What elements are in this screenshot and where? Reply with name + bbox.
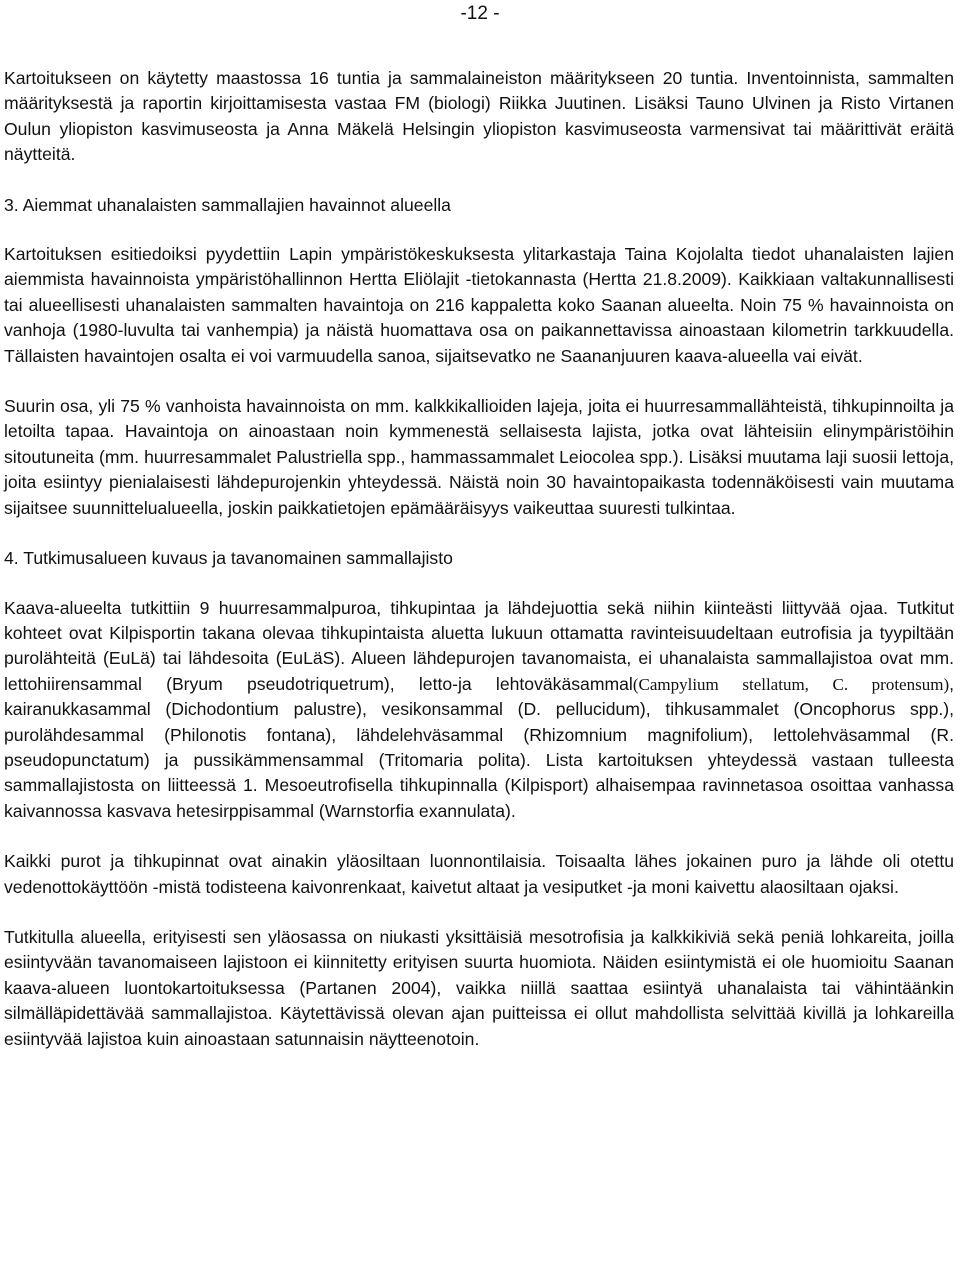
section-4-paragraph-1-part-a: Kaava-alueelta tutkittiin 9 huurresammalpuroa, tihkupintaa ja lähdejuottia sekä niihin kiinteästi liittyvää ojaa. Tutkitut kohteet ovat Kilpisportin takana olevaa tihkupintaista aluetta lukuun ottamatta ravinteisuudeltaan eutrofisia ja tyypiltään purolähteitä (EuLä) tai lähdesoita (EuLäS). Alueen lähdepurojen tavanomaista, ei uhanalaista sammallajistoa ovat mm. lettohiirensammal (Bryum pseudotriquetrum), letto-ja lehtoväkäsammal [4,597,954,694]
section-4-paragraph-3: Tutkitulla alueella, erityisesti sen yläosassa on niukasti yksittäisiä mesotrofisia ja kalkkikiviä sekä peniä lohkareita, joilla esiintyvään tavanomaiseen lajistoon ei kiinnitetty erityisen suurta huomiota. Näiden esiintymistä ei ole huomioitu Saanan kaava-alueen luontokartoituksessa (Partanen 2004), vaikka niillä saattaa esiintyä uhanalaista tai vähintäänkin silmälläpidettävää sammallajistoa. Käytettävissä olevan ajan puitteissa ei ollut mahdollista selvittää kivillä ja lohkareilla esiintyvää lajistoa kuin ainoastaan satunnaisin näytteenotoin. [4,926,954,1049]
intro-paragraph: Kartoitukseen on käytetty maastossa 16 tuntia ja sammalaineiston määritykseen 20 tuntia. Inventoinnista, sammalten määrityksestä ja raportin kirjoittamisesta vastaa FM (biologi) Riikka Juutinen. Lisäksi Tauno Ulvinen ja Risto Virtanen Oulun yliopiston kasvimuseosta ja Anna Mäkelä Helsingin yliopiston kasvimuseosta varmensivat tai määrittivät eräitä näytteitä. [4,68,954,165]
section-3-heading: 3. Aiemmat uhanalaisten sammallajien havainnot alueella [4,194,451,215]
section-4-paragraph-1-part-b: , kairanukkasammal (Dichodontium palustre), vesikonsammal (D. pellucidum), tihkusammalet (Oncophorus spp.), purolähdesammal (Philonotis fontana), lähdelehväsammal (Rhizomnium magnifolium), lettolehväsammal (R. pseudopunctatum) ja pussikämmensammal (Tritomaria polita). Lista kartoituksen yhteydessä vastaan tulleesta sammallajistosta on liitteessä 1. Mesoeutrofisella tihkupinnalla (Kilpisport) alhaisempaa ravinnetasoa osoittaa vanhassa kaivannossa kasvava hetesirppisammal (Warnstorfia exannulata). [4,673,954,821]
page-number: -12 - [460,3,500,24]
section-4-paragraph-2: Kaikki purot ja tihkupinnat ovat ainakin yläosiltaan luonnontilaisia. Toisaalta lähes jokainen puro ja lähde oli otettu vedenottokäyttöön -mistä todisteena kaivonrenkaat, kaivetut altaat ja vesiputket -ja moni kaivettu alaosiltaan ojaksi. [4,851,954,897]
section-4-paragraph-1-species-serif: (Campylium stellatum, C. protensum) [632,674,950,694]
section-3-paragraph-2: Suurin osa, yli 75 % vanhoista havainnoista on mm. kalkkikallioiden lajeja, joita ei huurresammallähteistä, tihkupinnoilta ja letoilta tapaa. Havaintoja on ainoastaan noin kymmenestä sellaisesta lajista, jotka ovat lähteisiin elinympäristöihin sitoutuneita (mm. huurresammalet Palustriella spp., hammassammalet Leiocolea spp.). Lisäksi muutama laji suosii lettoja, joita esiintyy pienialaisesti lähdepurojenkin yhteydessä. Näistä noin 30 havaintopaikasta todennäköisesti vain muutama sijaitsee suunnittelualueella, joskin paikkatietojen epämääräisyys vaikeuttaa suuresti tulkintaa. [4,396,954,518]
section-4-heading: 4. Tutkimusalueen kuvaus ja tavanomainen sammallajisto [4,548,453,569]
document-body [4,66,954,1052]
section-4-paragraph-1 [4,596,954,825]
section-3-paragraph-1: Kartoituksen esitiedoiksi pyydettiin Lapin ympäristökeskuksesta ylitarkastaja Taina Kojolalta tiedot uhanalaisten lajien aiemmista havainnoista ympäristöhallinnon Hertta Eliölajit -tietokannasta (Hertta 21.8.2009). Kaikkiaan valtakunnallisesti tai alueellisesti uhanalaisten sammalten havaintoja on 216 kappaletta koko Saanan alueelta. Noin 75 % havainnoista on vanhoja (1980-luvulta tai vanhempia) ja näistä huomattava osa on paikannettavissa ainoastaan kilometrin tarkkuudella. Tällaisten havaintojen osalta ei voi varmuudella sanoa, sijaitsevatko ne Saananjuuren kaava-alueella vai eivät. [4,244,954,366]
